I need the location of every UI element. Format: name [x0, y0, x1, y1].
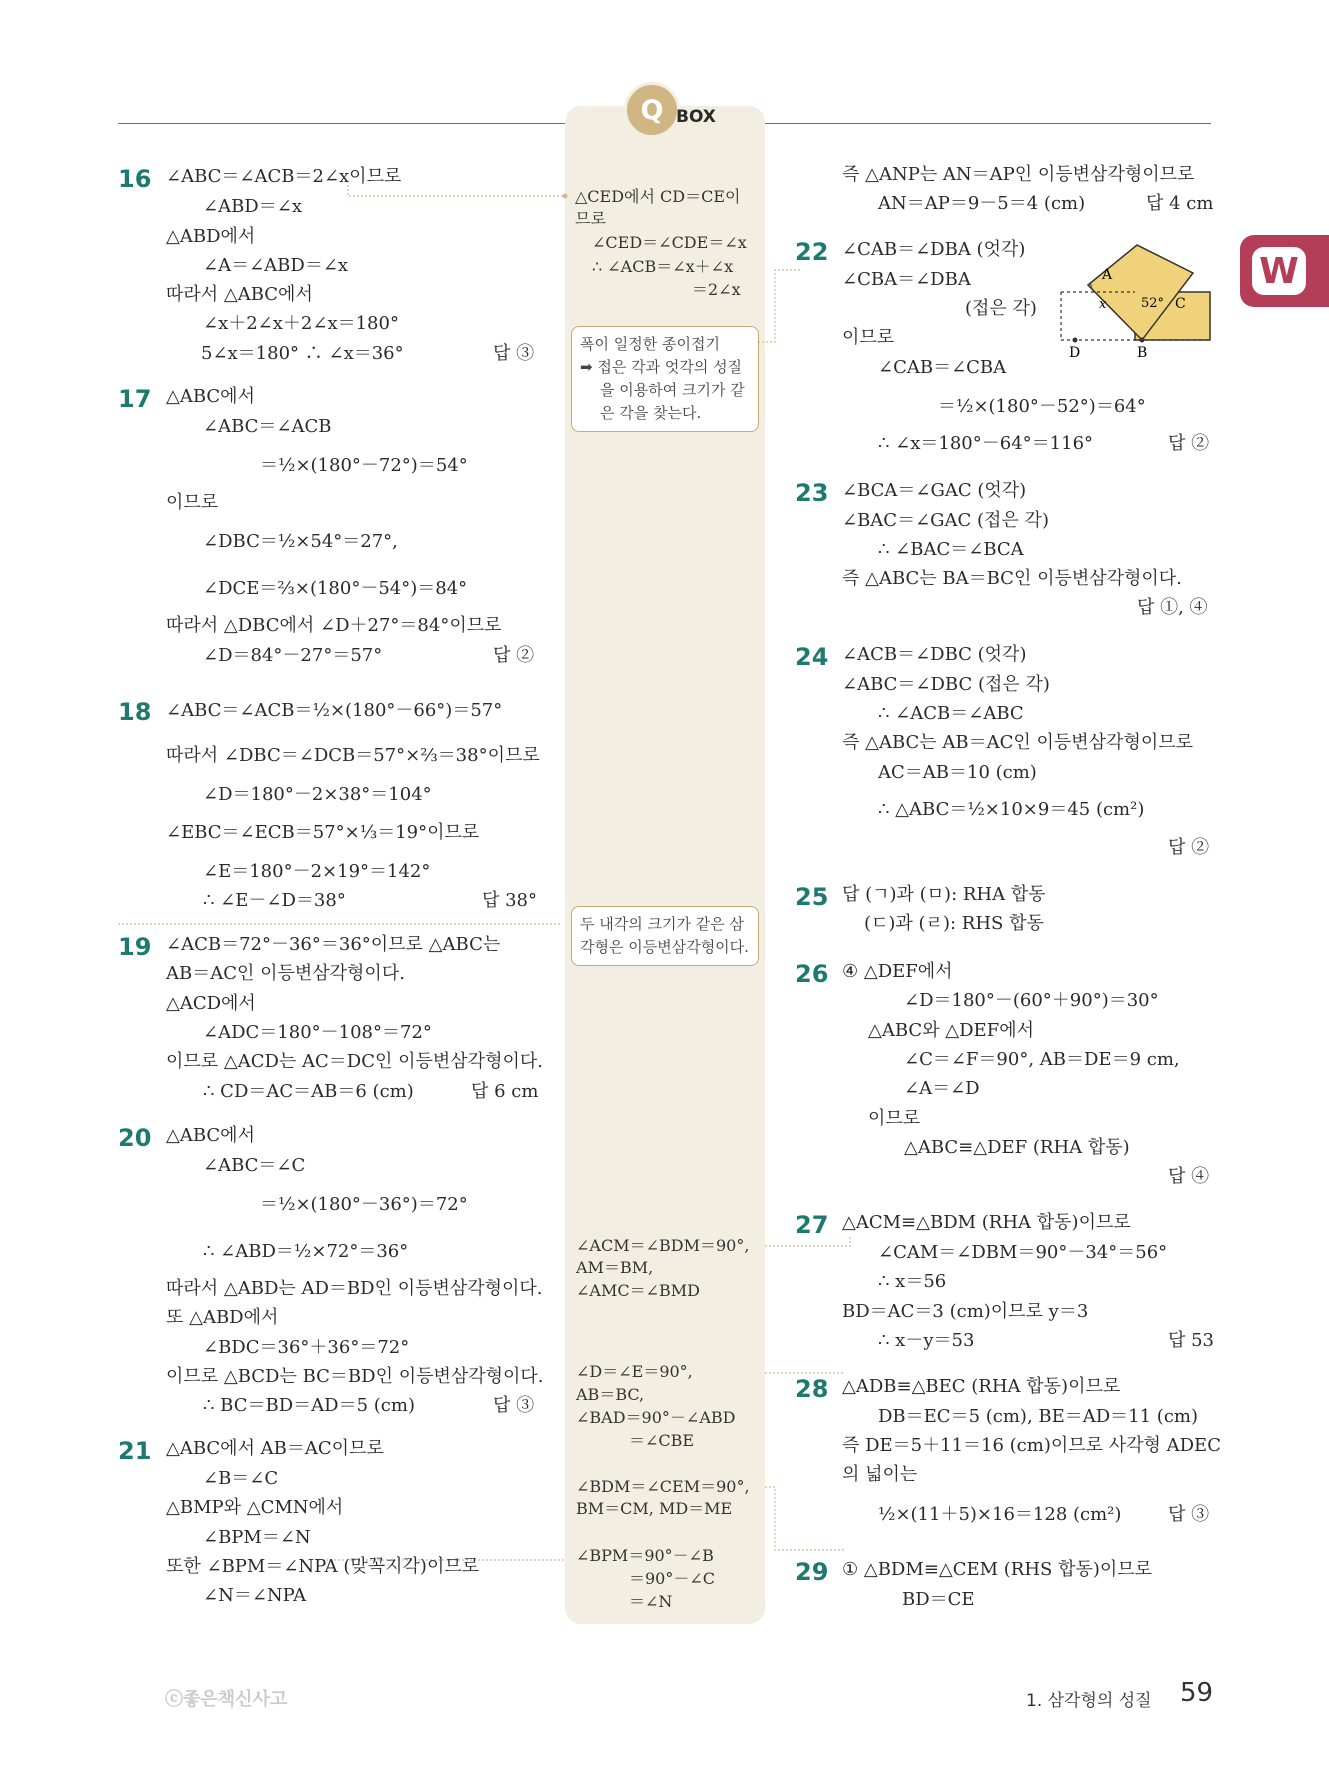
solution-line: ∠BCA＝∠GAC (엇각) — [842, 480, 1027, 501]
solution-line: 의 넓이는 — [842, 1464, 918, 1485]
answer-cont: 답 4 cm — [1146, 193, 1214, 214]
problem-number-20: 20 — [118, 1124, 152, 1152]
problem-number-28: 28 — [795, 1375, 829, 1403]
solution-line: AN＝AP＝9－5＝4 (cm) — [878, 193, 1086, 214]
solution-line: ④ △DEF에서 — [842, 961, 953, 982]
solution-line: AC＝AB＝10 (cm) — [878, 762, 1037, 783]
problem-number-25: 25 — [795, 883, 829, 911]
solution-line: ＝½×(180°－36°)＝72° — [260, 1194, 468, 1215]
solution-line: △ADB≡△BEC (RHA 합동)이므로 — [842, 1376, 1121, 1397]
solution-line: 즉 DE＝5＋11＝16 (cm)이므로 사각형 ADEC — [842, 1435, 1221, 1456]
solution-line: ＝½×(180°－72°)＝54° — [260, 455, 468, 476]
solution-line: 따라서 ∠DBC＝∠DCB＝57°×⅔＝38°이므로 — [166, 745, 540, 766]
answer-17: 답 ② — [493, 645, 535, 666]
solution-line: ∠ABC＝∠ACB — [203, 416, 332, 437]
label-D: D — [1069, 345, 1081, 360]
solution-line: 이므로 — [166, 492, 219, 513]
solution-line: △ABC와 △DEF에서 — [868, 1020, 1034, 1041]
section-title: 1. 삼각형의 성질 — [1026, 1691, 1152, 1711]
problem-number-22: 22 — [795, 238, 829, 266]
solution-line: 따라서 △ABC에서 — [166, 284, 313, 305]
answer-20: 답 ③ — [493, 1395, 535, 1416]
solution-line: ∴ ∠E－∠D＝38° — [203, 890, 346, 911]
problem-number-18: 18 — [118, 698, 152, 726]
solution-line: ∠CAB＝∠CBA — [878, 357, 1007, 378]
solution-line: △ABC에서 — [166, 386, 255, 407]
tip-box-folding: 폭이 일정한 종이접기 ➡ 접은 각과 엇각의 성질 을 이용하여 크기가 같 은 각을 찾는다. — [571, 326, 759, 432]
solution-line: 따라서 △ABD는 AD＝BD인 이등변삼각형이다. — [166, 1278, 543, 1299]
solution-line: ＝½×(180°－52°)＝64° — [938, 396, 1146, 417]
solution-line: ∴ CD＝AC＝AB＝6 (cm) — [203, 1081, 414, 1102]
problem-number-19: 19 — [118, 933, 152, 961]
publisher-logo: ⓒ좋은책신사고 — [165, 1689, 288, 1710]
problem-number-27: 27 — [795, 1211, 829, 1239]
label-B: B — [1137, 345, 1148, 360]
solution-line: ∠C＝∠F＝90°, AB＝DE＝9 cm, — [904, 1049, 1180, 1070]
answer-28: 답 ③ — [1168, 1504, 1210, 1525]
solution-line: ∠BPM＝∠N — [203, 1527, 311, 1548]
answer-18: 답 38° — [482, 890, 538, 911]
solution-line: DB＝EC＝5 (cm), BE＝AD＝11 (cm) — [878, 1406, 1199, 1427]
solution-line: ∠D＝180°－2×38°＝104° — [203, 784, 432, 805]
solution-line: ∠CAM＝∠DBM＝90°－34°＝56° — [878, 1242, 1168, 1263]
solution-line: 이므로 △BCD는 BC＝BD인 이등변삼각형이다. — [166, 1366, 544, 1387]
solution-line: ∠ACB＝∠DBC (엇각) — [842, 644, 1027, 665]
answer-24: 답 ② — [1168, 837, 1210, 858]
solution-line: 즉 △ABC는 AB＝AC인 이등변삼각형이므로 — [842, 732, 1193, 753]
tip-box-isosceles: 두 내각의 크기가 같은 삼 각형은 이등변삼각형이다. — [571, 906, 759, 966]
solution-line: ∠BDC＝36°＋36°＝72° — [203, 1337, 410, 1358]
solution-line: 답 (ㄱ)과 (ㅁ): RHA 합동 — [842, 884, 1046, 905]
solution-line: ½×(11＋5)×16＝128 (cm²) — [878, 1504, 1122, 1525]
box-label: BOX — [676, 107, 716, 127]
label-A: A — [1102, 267, 1113, 283]
solution-line: ∴ ∠BAC＝∠BCA — [878, 539, 1024, 560]
solution-line: BD＝AC＝3 (cm)이므로 y＝3 — [842, 1301, 1089, 1322]
answer-27: 답 53 — [1168, 1330, 1215, 1351]
solution-line: 이므로 — [868, 1108, 921, 1129]
solution-line: AB＝AC인 이등변삼각형이다. — [166, 963, 405, 984]
solution-line: ∠E＝180°－2×19°＝142° — [203, 861, 431, 882]
solution-line: △ACD에서 — [166, 993, 256, 1014]
page-number: 59 — [1180, 1678, 1214, 1708]
solution-line: ∴ ∠ABD＝½×72°＝36° — [203, 1241, 409, 1262]
solution-line: ∠N＝∠NPA — [203, 1585, 307, 1606]
label-x: x — [1099, 297, 1107, 312]
solution-line: ∠DCE＝⅔×(180°－54°)＝84° — [203, 578, 468, 599]
solution-line: ∠ABC＝∠DBC (접은 각) — [842, 674, 1050, 695]
solution-line: 또 △ABD에서 — [166, 1307, 279, 1328]
solution-line: △ACM≡△BDM (RHA 합동)이므로 — [842, 1212, 1131, 1233]
w-icon: W — [1252, 247, 1306, 295]
solution-line: ∠CAB＝∠DBA (엇각) — [842, 239, 1026, 260]
solution-line: △ABC에서 AB＝AC이므로 — [166, 1438, 384, 1459]
solution-line: 이므로 — [842, 327, 895, 348]
solution-line: ∠BAC＝∠GAC (접은 각) — [842, 510, 1049, 531]
solution-line: ∠x＋2∠x＋2∠x＝180° — [203, 313, 399, 334]
problem-number-23: 23 — [795, 479, 829, 507]
solution-line: ∠ABC＝∠C — [203, 1155, 306, 1176]
solution-line: ∠A＝∠ABD＝∠x — [203, 255, 349, 276]
solution-line: ∴ x＝56 — [878, 1271, 947, 1292]
solution-line: ∠A＝∠D — [904, 1078, 980, 1099]
solution-line: BD＝CE — [902, 1589, 975, 1610]
solution-line: △BMP와 △CMN에서 — [166, 1497, 344, 1518]
solution-line: ∠ABC＝∠ACB＝2∠x이므로 — [166, 166, 402, 187]
solution-line: 즉 △ANP는 AN＝AP인 이등변삼각형이므로 — [842, 164, 1195, 185]
problem-number-26: 26 — [795, 960, 829, 988]
solution-line: ∠B＝∠C — [203, 1468, 279, 1489]
answer-26: 답 ④ — [1168, 1166, 1210, 1187]
label-angle: 52° — [1141, 296, 1165, 311]
solution-line: 이므로 △ACD는 AC＝DC인 이등변삼각형이다. — [166, 1051, 543, 1072]
solution-line: ∴ ∠ACB＝∠ABC — [878, 703, 1024, 724]
solution-line: ∠ADC＝180°－108°＝72° — [203, 1022, 432, 1043]
problem-number-17: 17 — [118, 385, 152, 413]
solution-line: △ABC에서 — [166, 1125, 255, 1146]
folded-paper-figure — [1055, 240, 1215, 360]
answer-22: 답 ② — [1168, 433, 1210, 454]
answer-23: 답 ①, ④ — [1137, 597, 1208, 618]
solution-line: ∠D＝180°－(60°＋90°)＝30° — [904, 990, 1159, 1011]
problem-number-29: 29 — [795, 1558, 829, 1586]
solution-line: (ㄷ)과 (ㄹ): RHS 합동 — [864, 913, 1044, 934]
label-C: C — [1175, 296, 1186, 312]
solution-line: (접은 각) — [965, 298, 1037, 319]
solution-line: ∠D＝84°－27°＝57° — [203, 645, 383, 666]
solution-line: 즉 △ABC는 BA＝BC인 이등변삼각형이다. — [842, 568, 1182, 589]
solution-line: ∠EBC＝∠ECB＝57°×⅓＝19°이므로 — [166, 822, 480, 843]
solution-line: △ABC≡△DEF (RHA 합동) — [904, 1137, 1130, 1158]
solution-line: 따라서 △DBC에서 ∠D＋27°＝84°이므로 — [166, 615, 502, 636]
solution-line: ∴ x－y＝53 — [878, 1330, 975, 1351]
problem-number-21: 21 — [118, 1437, 152, 1465]
solution-line: 5∠x＝180° ∴ ∠x＝36° — [201, 343, 404, 364]
solution-line: ∴ BC＝BD＝AD＝5 (cm) — [203, 1395, 415, 1416]
solution-line: ∠CBA＝∠DBA — [842, 269, 971, 290]
solution-line: △ABD에서 — [166, 226, 256, 247]
q-badge: Q — [624, 82, 680, 138]
answer-19: 답 6 cm — [471, 1081, 539, 1102]
problem-number-16: 16 — [118, 165, 152, 193]
solution-line: ∠ABD＝∠x — [203, 196, 302, 217]
solution-line: ∠ACB＝72°－36°＝36°이므로 △ABC는 — [166, 934, 501, 955]
solution-line: 또한 ∠BPM＝∠NPA (맞꼭지각)이므로 — [166, 1556, 480, 1577]
solution-line: ∠DBC＝½×54°＝27°, — [203, 531, 398, 552]
solution-line: ① △BDM≡△CEM (RHS 합동)이므로 — [842, 1559, 1153, 1580]
solution-line: ∴ △ABC＝½×10×9＝45 (cm²) — [878, 799, 1145, 820]
answer-16: 답 ③ — [493, 343, 535, 364]
solution-line: ∠ABC＝∠ACB＝½×(180°－66°)＝57° — [166, 700, 503, 721]
solution-line: ∴ ∠x＝180°－64°＝116° — [878, 433, 1094, 454]
problem-number-24: 24 — [795, 643, 829, 671]
